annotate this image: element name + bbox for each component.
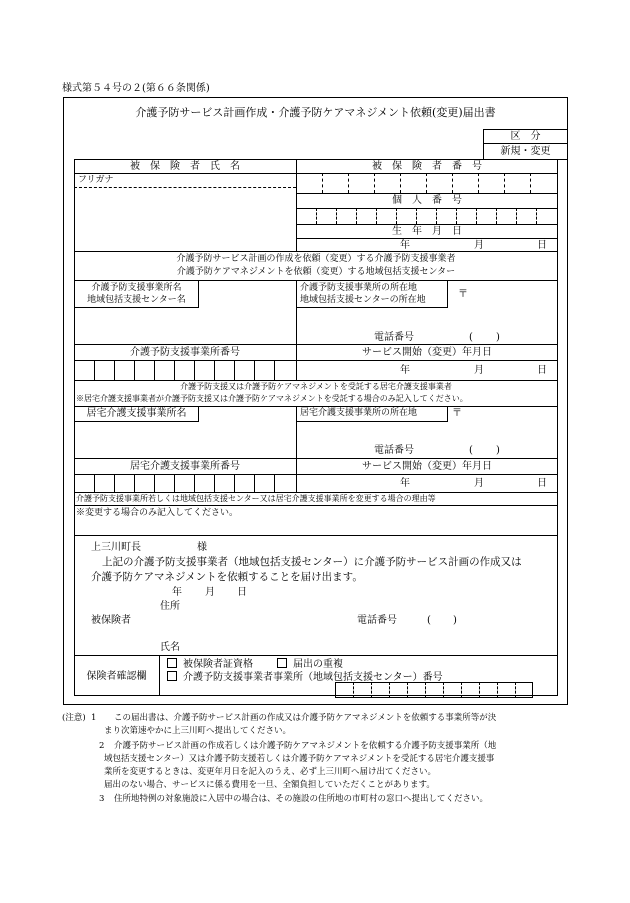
- reason-note: ※変更する場合のみ記入してください。: [76, 508, 239, 518]
- insurer-label: 保険者確認欄: [86, 671, 147, 682]
- name-field[interactable]: [189, 639, 549, 653]
- notes-label: (注意): [62, 713, 86, 723]
- form-frame: [63, 97, 568, 705]
- declaration-month: 月: [205, 587, 215, 598]
- birth-month: 月: [474, 240, 484, 251]
- insurer-number-field[interactable]: [335, 682, 533, 698]
- birth-day: 日: [537, 240, 547, 251]
- furigana-label: フリガナ: [78, 175, 114, 185]
- note-1-line-1: この届出書は、介護予防サービス計画の作成又は介護予防ケアマネジメントを依頼する事業所等が決: [114, 713, 497, 723]
- prevention-office-address-label-2: 地域包括支援センターの所在地: [300, 295, 426, 305]
- declaration-day: 日: [237, 587, 247, 598]
- note-2-line-3: 業所を変更するときは、変更年月日を記入のうえ、必ず上三川町へ届け出てください。: [104, 767, 437, 777]
- checkbox-icon[interactable]: [167, 658, 177, 668]
- prevention-office-number-field[interactable]: [75, 361, 295, 379]
- personal-number-field[interactable]: [297, 209, 557, 223]
- request-heading-2: 介護予防ケアマネジメントを依頼（変更）する地域包括支援センター: [176, 267, 456, 277]
- honorific: 様: [197, 542, 207, 553]
- home-care-number-label: 居宅介護支援事業所番号: [130, 461, 240, 472]
- note-1-line-2: まり次第速やかに上三川町へ提出してください。: [104, 726, 292, 736]
- note-2-line-1: 介護予防サービス計画の作成若しくは介護予防ケアマネジメントを依頼する介護予防支援事業所（地: [114, 741, 497, 751]
- home-care-note: ※居宅介護支援事業者が介護予防支援又は介護予防ケアマネジメントを受託する場合のみ記入してください。: [76, 394, 468, 403]
- note-2-number: 2: [99, 741, 105, 751]
- note-2-line-2: 域包括支援センター）又は介護予防支援若しくは介護予防ケアマネジメントを受託する居宅介護支援事: [104, 754, 495, 764]
- declaration-body-1: 上記の介護予防支援事業者（地域包括支援センター）に介護予防サービス計画の作成又は: [102, 556, 522, 568]
- declaration-year: 年: [172, 587, 182, 598]
- prevention-office-number-label: 介護予防支援事業所番号: [130, 347, 240, 358]
- form-title: 介護予防サービス計画作成・介護予防ケアマネジメント依頼(変更)届出書: [135, 106, 496, 119]
- declaration-phone-close: ): [453, 615, 457, 626]
- home-care-address-label: 居宅介護支援事業所の所在地: [300, 408, 418, 418]
- insurer-check-1[interactable]: 被保険者証資格: [167, 658, 253, 670]
- home-care-postal-mark: 〒: [452, 408, 462, 419]
- note-3-line-1: 住所地特例の対象施設に入居中の場合は、その施設の住所地の市町村の窓口へ提出してください。: [114, 794, 489, 804]
- insured-name-field[interactable]: [76, 189, 294, 249]
- declaration-phone-open: (: [427, 615, 431, 626]
- home-care-name-field[interactable]: [76, 424, 294, 456]
- declaration-phone-label: 電話番号: [357, 615, 397, 626]
- name-label: 氏名: [160, 642, 180, 653]
- home-care-heading: 介護予防支援又は介護予防ケアマネジメントを受託する居宅介護支援事業者: [180, 382, 452, 391]
- declaration-body-2: 介護予防ケアマネジメントを依頼することを届け出ます。: [91, 571, 363, 583]
- birth-year: 年: [400, 240, 410, 251]
- prevention-office-address-label-1: 介護予防支援事業所の所在地: [300, 283, 418, 293]
- birthdate-label: 生 年 月 日: [392, 226, 462, 237]
- home-care-address-field[interactable]: [298, 424, 556, 442]
- prevention-office-name-label-2: 地域包括支援センター名: [87, 295, 186, 305]
- prevention-phone-label: 電話番号: [374, 332, 414, 343]
- request-heading-1: 介護予防サービス計画の作成を依頼（変更）する介護予防支援事業者: [176, 254, 456, 264]
- insured-label: 被保険者: [91, 615, 131, 626]
- home-care-phone-open: (: [469, 445, 473, 456]
- home-care-number-field[interactable]: [75, 475, 295, 491]
- checkbox-icon[interactable]: [167, 671, 177, 681]
- checkbox-icon[interactable]: [277, 658, 287, 668]
- prevention-start-month: 月: [474, 365, 484, 376]
- personal-number-label: 個 人 番 号: [392, 195, 462, 206]
- insured-number-header: 被 保 険 者 番 号: [372, 161, 482, 172]
- prevention-start-year: 年: [400, 365, 410, 376]
- category-value[interactable]: 新規・変更: [500, 146, 551, 157]
- form-number: 様式第５４号の２(第６６条関係): [62, 83, 210, 94]
- home-care-phone-close: ): [496, 445, 500, 456]
- home-care-start-year: 年: [400, 478, 410, 489]
- insurer-check-3[interactable]: 介護予防支援事業者事業所（地域包括支援センター）番号: [167, 671, 443, 683]
- postal-mark: 〒: [458, 289, 468, 300]
- reason-label: 介護予防支援事業所若しくは地域包括支援センター又は居宅介護支援事業所を変更する場合の理由等: [76, 494, 436, 503]
- insured-name-header: 被 保 険 者 氏 名: [130, 161, 240, 172]
- prevention-office-name-label-1: 介護予防支援事業所名: [91, 283, 182, 293]
- home-care-start-month: 月: [474, 478, 484, 489]
- note-1-number: 1: [91, 713, 97, 723]
- category-label: 区 分: [510, 131, 541, 142]
- note-2-line-4: 届出のない場合、サービスに係る費用を一旦、全額負担していただくことがあります。: [104, 780, 435, 790]
- prevention-service-start-label: サービス開始（変更）年月日: [362, 347, 492, 358]
- prevention-office-address-field[interactable]: [298, 310, 556, 330]
- prevention-phone-close: ): [496, 332, 500, 343]
- addressee: 上三川町長: [91, 542, 141, 553]
- insurer-check-2[interactable]: 届出の重複: [277, 658, 343, 670]
- home-care-start-day: 日: [537, 478, 547, 489]
- prevention-phone-open: (: [469, 332, 473, 343]
- reason-field[interactable]: [76, 521, 556, 533]
- address-field[interactable]: [189, 600, 549, 614]
- prevention-start-day: 日: [537, 365, 547, 376]
- address-label: 住所: [160, 601, 180, 612]
- home-care-phone-label: 電話番号: [374, 445, 414, 456]
- home-care-name-label: 居宅介護支援事業所名: [86, 408, 187, 419]
- home-care-service-start-label: サービス開始（変更）年月日: [362, 461, 492, 472]
- note-3-number: 3: [99, 794, 105, 804]
- prevention-office-name-field[interactable]: [76, 310, 294, 342]
- insured-number-field[interactable]: [297, 174, 557, 192]
